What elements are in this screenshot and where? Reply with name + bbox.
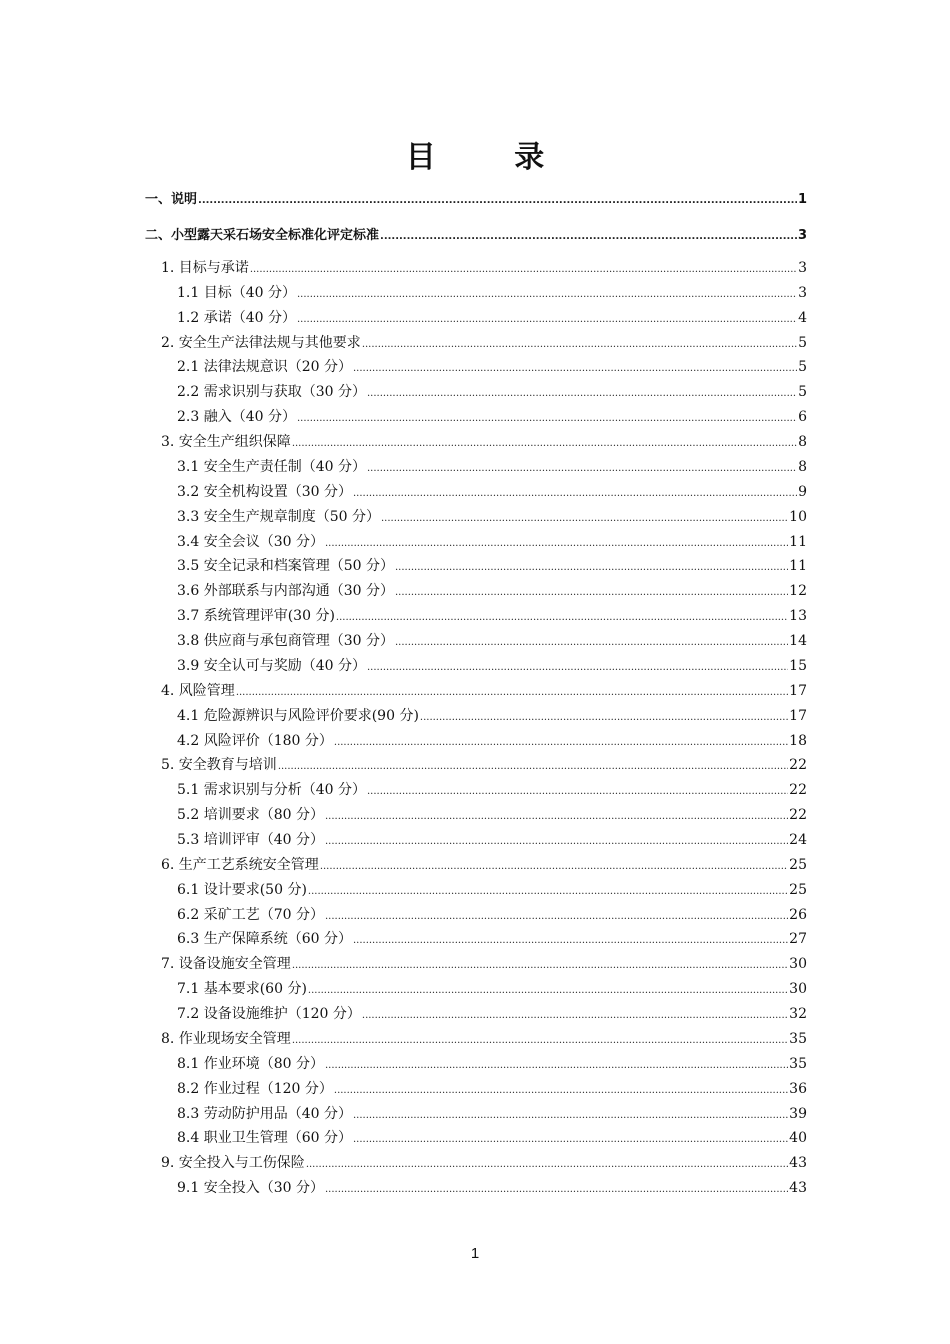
dot-leader bbox=[325, 836, 788, 847]
toc-entry[interactable] bbox=[161, 257, 807, 279]
toc-entry-label: 7.2 设备设施维护（120 分） bbox=[177, 1006, 361, 1023]
dot-leader bbox=[420, 712, 788, 723]
toc-entry[interactable] bbox=[161, 1152, 807, 1174]
toc-entry[interactable] bbox=[177, 1003, 807, 1025]
toc-entry-page: 18 bbox=[789, 732, 807, 749]
toc-entry[interactable] bbox=[177, 1127, 807, 1149]
toc-entry-page: 8 bbox=[798, 434, 807, 451]
toc-entry-label: 5.3 培训评审（40 分） bbox=[177, 832, 324, 848]
toc-entry-page: 30 bbox=[789, 956, 807, 973]
toc-entry[interactable] bbox=[161, 754, 807, 776]
toc-entry-label: 9.1 安全投入（30 分） bbox=[177, 1180, 324, 1197]
toc-entry-page: 3 bbox=[798, 260, 807, 276]
dot-leader bbox=[236, 687, 788, 698]
toc-entry-label: 7. 设备设施安全管理 bbox=[161, 956, 291, 973]
dot-leader bbox=[353, 935, 788, 946]
dot-leader bbox=[292, 1035, 788, 1046]
toc-entry-page: 14 bbox=[789, 633, 807, 650]
toc-entry[interactable] bbox=[177, 1103, 807, 1125]
toc-entry-page: 27 bbox=[789, 931, 807, 948]
toc-entry-label: 3.4 安全会议（30 分） bbox=[177, 533, 324, 550]
toc-entry[interactable] bbox=[145, 188, 807, 210]
toc-entry-label: 一、说明 bbox=[145, 192, 198, 207]
dot-leader bbox=[367, 463, 797, 474]
toc-entry-label: 3.6 外部联系与内部沟通（30 分） bbox=[177, 583, 394, 600]
toc-entry-label: 8.1 作业环境（80 分） bbox=[177, 1055, 324, 1072]
toc-entry-label: 8.4 职业卫生管理（60 分） bbox=[177, 1130, 352, 1147]
dot-leader bbox=[308, 886, 788, 897]
toc-entry[interactable] bbox=[177, 904, 807, 926]
toc-entry[interactable] bbox=[145, 224, 807, 246]
toc-entry-label: 6.3 生产保障系统（60 分） bbox=[177, 931, 352, 948]
toc-entry-page: 5 bbox=[798, 334, 807, 351]
toc-entry-label: 2.3 融入（40 分） bbox=[177, 409, 296, 426]
toc-entry-label: 6. 生产工艺系统安全管理 bbox=[161, 856, 319, 873]
toc-entry-page: 43 bbox=[789, 1155, 807, 1172]
toc-entry[interactable] bbox=[161, 332, 807, 354]
dot-leader bbox=[308, 985, 788, 996]
toc-entry-page: 1 bbox=[797, 192, 807, 207]
toc-entry[interactable] bbox=[177, 307, 807, 329]
toc-entry[interactable] bbox=[177, 829, 807, 851]
toc-entry-label: 3.3 安全生产规章制度（50 分） bbox=[177, 508, 380, 525]
toc-entry-page: 3 bbox=[798, 284, 807, 301]
dot-leader bbox=[297, 413, 797, 424]
dot-leader bbox=[306, 1159, 788, 1170]
toc-entry-page: 36 bbox=[789, 1080, 807, 1097]
dot-leader bbox=[367, 388, 797, 399]
toc-entry-label: 4.1 危险源辨识与风险评价要求(90 分) bbox=[177, 707, 419, 724]
toc-entry-page: 5 bbox=[798, 384, 807, 401]
toc-entry-page: 32 bbox=[789, 1006, 807, 1023]
dot-leader bbox=[353, 363, 797, 374]
toc-entry-label: 1.1 目标（40 分） bbox=[177, 284, 296, 301]
toc-title: 目 录 bbox=[405, 140, 579, 175]
toc-entry-label: 5.2 培训要求（80 分） bbox=[177, 807, 324, 824]
toc-entry[interactable] bbox=[177, 506, 807, 528]
toc-entry-label: 1.2 承诺（40 分） bbox=[177, 309, 296, 326]
toc-entry-page: 12 bbox=[789, 583, 807, 600]
dot-leader bbox=[353, 1134, 788, 1145]
dot-leader bbox=[292, 960, 788, 971]
toc-entry-label: 4.2 风险评价（180 分） bbox=[177, 732, 333, 749]
toc-entry-page: 6 bbox=[798, 409, 807, 426]
toc-entry-page: 11 bbox=[789, 558, 807, 575]
toc-entry[interactable] bbox=[161, 854, 807, 876]
dot-leader bbox=[367, 786, 788, 797]
dot-leader bbox=[362, 339, 797, 350]
toc-entry-label: 2.1 法律法规意识（20 分） bbox=[177, 359, 352, 376]
toc-entry[interactable] bbox=[161, 431, 807, 453]
toc-entry[interactable] bbox=[177, 605, 807, 627]
toc-entry-page: 22 bbox=[789, 782, 807, 799]
toc-entry-label: 3. 安全生产组织保障 bbox=[161, 434, 291, 451]
dot-leader bbox=[292, 438, 797, 449]
toc-entry-page: 39 bbox=[789, 1105, 807, 1122]
dot-leader bbox=[198, 195, 797, 206]
toc-entry[interactable] bbox=[161, 953, 807, 975]
toc-entry[interactable] bbox=[161, 1028, 807, 1050]
toc-entry[interactable] bbox=[177, 1053, 807, 1075]
toc-entry[interactable] bbox=[177, 356, 807, 378]
toc-entry-page: 43 bbox=[789, 1180, 807, 1197]
toc-entry-page: 4 bbox=[798, 309, 807, 326]
toc-entry-label: 9. 安全投入与工伤保险 bbox=[161, 1155, 305, 1172]
toc-entry-page: 25 bbox=[789, 856, 807, 873]
toc-entry[interactable] bbox=[177, 879, 807, 901]
toc-entry-label: 二、小型露天采石场安全标准化评定标准 bbox=[145, 228, 380, 243]
toc-entry[interactable] bbox=[177, 804, 807, 826]
toc-entry-page: 35 bbox=[789, 1055, 807, 1072]
dot-leader bbox=[325, 1060, 788, 1071]
dot-leader bbox=[278, 761, 788, 772]
dot-leader bbox=[250, 264, 797, 275]
toc-entry[interactable] bbox=[177, 1078, 807, 1100]
dot-leader bbox=[395, 587, 788, 598]
toc-entry[interactable] bbox=[177, 531, 807, 553]
toc-entry-page: 22 bbox=[789, 757, 807, 774]
dot-leader bbox=[395, 562, 788, 573]
toc-entry-page: 25 bbox=[789, 881, 807, 898]
dot-leader bbox=[381, 513, 788, 524]
toc-entry-page: 13 bbox=[789, 608, 807, 625]
toc-entry[interactable] bbox=[177, 381, 807, 403]
toc-entry-page: 17 bbox=[789, 707, 807, 724]
toc-entry-page: 10 bbox=[789, 508, 807, 525]
page-number: 1 bbox=[470, 1245, 480, 1262]
toc-entry[interactable] bbox=[177, 555, 807, 577]
toc-entry-label: 6.1 设计要求(50 分) bbox=[177, 881, 307, 898]
toc-entry-label: 3.5 安全记录和档案管理（50 分） bbox=[177, 558, 394, 575]
dot-leader bbox=[325, 911, 788, 922]
toc-entry-label: 7.1 基本要求(60 分) bbox=[177, 981, 307, 998]
toc-entry[interactable] bbox=[177, 481, 807, 503]
dot-leader bbox=[353, 1110, 788, 1121]
dot-leader bbox=[297, 289, 797, 300]
toc-entry-page: 5 bbox=[798, 359, 807, 376]
toc-entry-label: 3.9 安全认可与奖励（40 分） bbox=[177, 657, 366, 674]
dot-leader bbox=[367, 662, 788, 673]
toc-entry-page: 11 bbox=[789, 533, 807, 550]
toc-entry-page: 8 bbox=[798, 458, 807, 475]
toc-entry[interactable] bbox=[177, 928, 807, 950]
toc-entry-label: 8. 作业现场安全管理 bbox=[161, 1030, 291, 1047]
toc-entry-label: 1. 目标与承诺 bbox=[161, 260, 249, 276]
toc-entry-label: 8.2 作业过程（120 分） bbox=[177, 1080, 333, 1097]
dot-leader bbox=[362, 1010, 788, 1021]
toc-entry-page: 26 bbox=[789, 906, 807, 923]
toc-entry[interactable] bbox=[177, 282, 807, 304]
toc-entry[interactable] bbox=[177, 655, 807, 677]
dot-leader bbox=[320, 861, 788, 872]
toc-entry[interactable] bbox=[177, 730, 807, 752]
dot-leader bbox=[336, 612, 788, 623]
toc-entry-label: 5. 安全教育与培训 bbox=[161, 757, 277, 774]
toc-entry-page: 9 bbox=[798, 483, 807, 500]
toc-entry-label: 8.3 劳动防护用品（40 分） bbox=[177, 1105, 352, 1122]
toc-entry[interactable] bbox=[177, 1177, 807, 1199]
dot-leader bbox=[380, 231, 797, 242]
dot-leader bbox=[334, 1085, 788, 1096]
toc-entry-page: 30 bbox=[789, 981, 807, 998]
toc-entry-label: 3.2 安全机构设置（30 分） bbox=[177, 483, 352, 500]
toc-entry-label: 4. 风险管理 bbox=[161, 682, 235, 699]
dot-leader bbox=[395, 637, 788, 648]
toc-entry[interactable] bbox=[161, 680, 807, 702]
toc-entry-page: 35 bbox=[789, 1030, 807, 1047]
toc-entry-page: 40 bbox=[789, 1130, 807, 1147]
toc-entry-label: 3.8 供应商与承包商管理（30 分） bbox=[177, 633, 394, 650]
toc-entry-page: 24 bbox=[789, 832, 807, 848]
toc-entry-label: 2. 安全生产法律法规与其他要求 bbox=[161, 334, 361, 351]
toc-entry-label: 5.1 需求识别与分析（40 分） bbox=[177, 782, 366, 799]
toc-entry-label: 6.2 采矿工艺（70 分） bbox=[177, 906, 324, 923]
toc-entry-page: 3 bbox=[797, 228, 807, 243]
toc-entry[interactable] bbox=[177, 705, 807, 727]
dot-leader bbox=[325, 538, 788, 549]
toc-entry[interactable] bbox=[177, 406, 807, 428]
dot-leader bbox=[353, 488, 797, 499]
dot-leader bbox=[325, 1184, 788, 1195]
toc-entry-page: 15 bbox=[789, 657, 807, 674]
toc-entry-label: 3.1 安全生产责任制（40 分） bbox=[177, 458, 366, 475]
toc-entry[interactable] bbox=[177, 630, 807, 652]
toc-entry[interactable] bbox=[177, 580, 807, 602]
dot-leader bbox=[325, 811, 788, 822]
toc-entry-page: 17 bbox=[789, 682, 807, 699]
toc-entry-label: 2.2 需求识别与获取（30 分） bbox=[177, 384, 366, 401]
toc-entry[interactable] bbox=[177, 779, 807, 801]
dot-leader bbox=[297, 314, 797, 325]
toc-entry-page: 22 bbox=[789, 807, 807, 824]
dot-leader bbox=[334, 737, 788, 748]
toc-entry[interactable] bbox=[177, 456, 807, 478]
toc-entry[interactable] bbox=[177, 978, 807, 1000]
toc-entry-label: 3.7 系统管理评审(30 分) bbox=[177, 608, 335, 625]
